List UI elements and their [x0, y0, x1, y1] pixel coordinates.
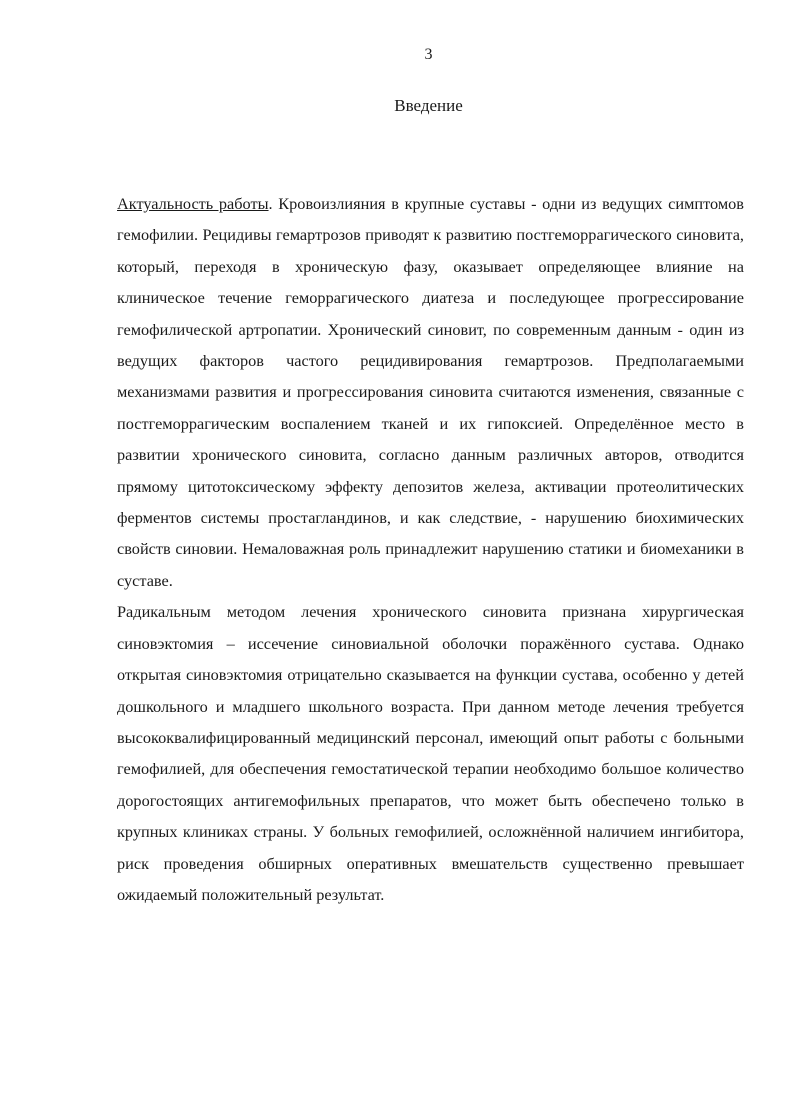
body-text — [117, 188, 744, 910]
paragraph-2: Радикальным методом лечения хронического синовита признана хирургическая синовэктомия – иссечение синовиальной оболочки поражённого сустава. Однако открытая синовэктомия отрицательно сказывается на функции сустава, особенно у детей дошкольного и младшего школьного возраста. При данном методе лечения требуется высококвалифицированный медицинский персонал, имеющий опыт работы с больными гемофилией, для обеспечения гемостатической терапии необходимо большое количество дорогостоящих антигемофильных препаратов, что может быть обеспечено только в крупных клиниках страны. У больных гемофилией, осложнённой наличием ингибитора, риск проведения обширных оперативных вмешательств существенно превышает ожидаемый положительный результат. — [117, 602, 744, 904]
page-number: 3 — [424, 46, 433, 63]
paragraph-1 — [117, 188, 744, 596]
paragraph-1-lead: Актуальность работы — [117, 194, 269, 213]
section-heading: Введение — [394, 96, 463, 115]
paragraph-1-text: . Кровоизлияния в крупные суставы - одни из ведущих симптомов гемофилии. Рецидивы гемартрозов приводят к развитию постгеморрагического синовита, который, переходя в хроническую фазу, оказывает определяющее влияние на клиническое течение геморрагического диатеза и последующее прогрессирование гемофилической артропатии. Хронический синовит, по современным данным - один из ведущих факторов частого рецидивирования гемартрозов. Предполагаемыми механизмами развития и прогрессирования синовита считаются изменения, связанные с постгеморрагическим воспалением тканей и их гипоксией. Определённое место в развитии хронического синовита, согласно данным различных авторов, отводится прямому цитотоксическому эффекту депозитов железа, активации протеолитических ферментов системы простагландинов, и как следствие, - нарушению биохимических свойств синовии. Немаловажная роль принадлежит нарушению статики и биомеханики в суставе. — [117, 194, 744, 590]
